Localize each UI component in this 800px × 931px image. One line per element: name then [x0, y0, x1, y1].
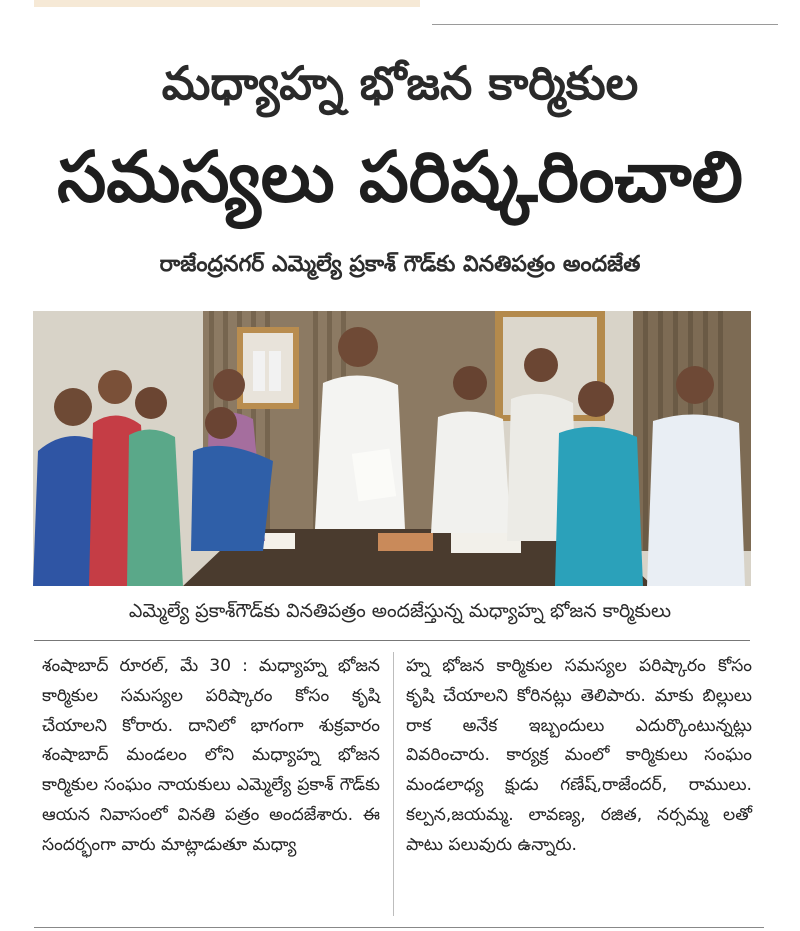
subheadline: రాజేంద్రనగర్ ఎమ్మెల్యే ప్రకాశ్ గౌడ్‌కు వినతిపత్రం అందజేత — [159, 252, 641, 277]
news-photo — [33, 311, 751, 586]
photo-caption: ఎమ్మెల్యే ప్రకాశ్‌గౌడ్‌కు వినతిపత్రం అందజేస్తున్న మధ్యాహ్న భోజన కార్మికులు — [128, 600, 672, 622]
article-paragraph: శంషాబాద్ రూరల్, మే 30 : మధ్యాహ్న భోజన కార్మికుల సమస్యల పరిష్కారం కోసం కృషి చేయాలని కోరారు. దానిలో భాగంగా శుక్రవారం శంషాబాద్ మండలం లోని మధ్యాహ్న భోజన కార్మికుల సంఘం నాయకులు ఎమ్మెల్యే ప్రకాశ్ గౌడ్‌కు ఆయన నివాసంలో వినతి పత్రం అందజేశారు. ఈ సందర్భంగా వారు మాట్లాడుతూ మధ్యా — [42, 656, 380, 855]
top-rule — [432, 24, 778, 25]
headline-kicker: మధ్యాహ్న భోజన కార్మికుల — [161, 56, 639, 110]
caption-rule — [34, 640, 750, 641]
top-color-strip — [34, 0, 420, 7]
column-divider — [393, 652, 394, 916]
article-column-right — [406, 652, 752, 861]
article-paragraph: హ్న భోజన కార్మికుల సమస్యల పరిష్కారం కోసం కృషి చేయాలని కోరినట్లు తెలిపారు. మాకు బిల్లులు రాక అనేక ఇబ్బందులు ఎదుర్కొంటున్నట్లు వివరించారు. కార్యక్ర మంలో కార్మికులు సంఘం మండలాధ్య క్షుడు గణేష్,రాజేందర్, రాములు. కల్పన,జయమ్మ. లావణ్య, రజిత, నర్సమ్మ లతో పాటు పలువురు ఉన్నారు. — [406, 656, 752, 855]
article-column-left — [42, 652, 380, 861]
bottom-rule — [34, 927, 764, 928]
headline-title: సమస్యలు పరిష్కరించాలి — [57, 136, 743, 218]
